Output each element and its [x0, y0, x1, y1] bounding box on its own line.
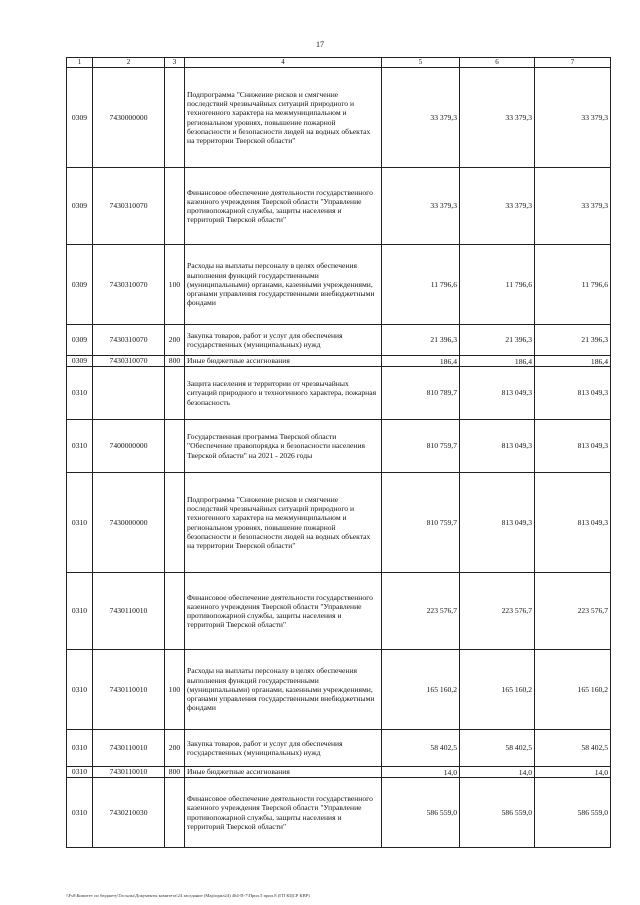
value-2025: 21 396,3 — [460, 325, 535, 356]
value-2026: 21 396,3 — [535, 325, 611, 356]
value-2025: 813 049,3 — [460, 367, 535, 420]
row-description: Финансовое обеспечение деятельности государственного казенного учреждения Тверской области "Управление противопожарной службы, защиты населения и территорий Тверской области" — [185, 573, 382, 650]
value-2024: 165 160,2 — [382, 650, 460, 730]
value-2026: 223 576,7 — [535, 573, 611, 650]
value-2024: 21 396,3 — [382, 325, 460, 356]
table-row — [67, 367, 611, 420]
column-header: 6 — [460, 58, 535, 68]
expense-type-code: 100 — [165, 245, 185, 325]
column-header: 7 — [535, 58, 611, 68]
row-description: Иные бюджетные ассигнования — [185, 767, 382, 778]
row-description: Защита населения и территории от чрезвычайных ситуаций природного и техногенного характера, пожарная безопасность — [185, 367, 382, 420]
value-2025: 813 049,3 — [460, 420, 535, 473]
table-row — [67, 778, 611, 848]
value-2026: 813 049,3 — [535, 473, 611, 573]
value-2024: 33 379,3 — [382, 168, 460, 245]
page-number: 17 — [316, 40, 324, 49]
section-code: 0310 — [67, 778, 93, 848]
expense-type-code — [165, 168, 185, 245]
section-code: 0309 — [67, 356, 93, 367]
section-code: 0309 — [67, 68, 93, 168]
table-row — [67, 356, 611, 367]
column-header: 4 — [185, 58, 382, 68]
value-2024: 586 559,0 — [382, 778, 460, 848]
section-code: 0309 — [67, 245, 93, 325]
value-2024: 186,4 — [382, 356, 460, 367]
header-row — [67, 58, 611, 68]
table-row — [67, 168, 611, 245]
expense-type-code: 200 — [165, 730, 185, 767]
row-description: Государственная программа Тверской области "Обеспечение правопорядка и безопасности населения Тверской области" на 2021 - 2026 годы — [185, 420, 382, 473]
target-code: 7430110010 — [93, 650, 165, 730]
row-description: Подпрограмма "Снижение рисков и смягчение последствий чрезвычайных ситуаций природного и техногенного характера на межмуниципальном и региональном уровнях, повышение пожарной безопасности и безопасности людей на водных объектах на территории Тверской области" — [185, 473, 382, 573]
expense-type-code — [165, 573, 185, 650]
value-2025: 813 049,3 — [460, 473, 535, 573]
value-2026: 813 049,3 — [535, 367, 611, 420]
table-row — [67, 573, 611, 650]
value-2024: 810 759,7 — [382, 420, 460, 473]
table-row — [67, 325, 611, 356]
section-code: 0310 — [67, 767, 93, 778]
value-2024: 11 796,6 — [382, 245, 460, 325]
table-row — [67, 767, 611, 778]
target-code: 7430310070 — [93, 356, 165, 367]
row-description: Расходы на выплаты персоналу в целях обеспечения выполнения функций государственными (муниципальными) органами, казенными учреждениями, органами управления государственными внебюджетными фондами — [185, 650, 382, 730]
value-2026: 14,0 — [535, 767, 611, 778]
target-code: 7430310070 — [93, 168, 165, 245]
expense-type-code: 100 — [165, 650, 185, 730]
target-code: 7400000000 — [93, 420, 165, 473]
row-description: Иные бюджетные ассигнования — [185, 356, 382, 367]
value-2026: 58 402,5 — [535, 730, 611, 767]
section-code: 0310 — [67, 367, 93, 420]
target-code: 7430110010 — [93, 573, 165, 650]
value-2026: 33 379,3 — [535, 68, 611, 168]
target-code: 7430210030 — [93, 778, 165, 848]
value-2024: 58 402,5 — [382, 730, 460, 767]
value-2024: 14,0 — [382, 767, 460, 778]
target-code: 7430000000 — [93, 473, 165, 573]
target-code — [93, 367, 165, 420]
value-2025: 165 160,2 — [460, 650, 535, 730]
value-2026: 165 160,2 — [535, 650, 611, 730]
row-description: Финансовое обеспечение деятельности государственного казенного учреждения Тверской области "Управление противопожарной службы, защиты населения и территорий Тверской области" — [185, 778, 382, 848]
value-2024: 810 789,7 — [382, 367, 460, 420]
column-header: 2 — [93, 58, 165, 68]
section-code: 0310 — [67, 730, 93, 767]
table-row — [67, 245, 611, 325]
target-code: 7430110010 — [93, 730, 165, 767]
row-description: Расходы на выплаты персоналу в целях обеспечения выполнения функций государственными (муниципальными) органами, казенными учреждениями, органами управления государственными внебюджетными фондами — [185, 245, 382, 325]
value-2025: 58 402,5 — [460, 730, 535, 767]
section-code: 0309 — [67, 168, 93, 245]
value-2025: 14,0 — [460, 767, 535, 778]
target-code: 7430310070 — [93, 245, 165, 325]
section-code: 0310 — [67, 473, 93, 573]
column-header: 5 — [382, 58, 460, 68]
column-header: 3 — [165, 58, 185, 68]
target-code: 7430000000 — [93, 68, 165, 168]
column-header: 1 — [67, 58, 93, 68]
section-code: 0310 — [67, 420, 93, 473]
file-path-footer: \\Fs0\Комитет по бюджету\Тосылы\Документы комитета\24 заседание (Мар\прил24) 464-П-7\Прил.5 прил.8 (ГП КЦСР КВР) — [66, 893, 310, 898]
expense-type-code — [165, 473, 185, 573]
value-2026: 813 049,3 — [535, 420, 611, 473]
target-code: 7430310070 — [93, 325, 165, 356]
value-2025: 186,4 — [460, 356, 535, 367]
expense-type-code — [165, 778, 185, 848]
row-description: Подпрограмма "Снижение рисков и смягчение последствий чрезвычайных ситуаций природного и техногенного характера на межмуниципальном и региональном уровнях, повышение пожарной безопасности и безопасности людей на водных объектах на территории Тверской области" — [185, 68, 382, 168]
expense-type-code: 800 — [165, 356, 185, 367]
expense-type-code — [165, 68, 185, 168]
section-code: 0310 — [67, 650, 93, 730]
expense-type-code: 200 — [165, 325, 185, 356]
value-2025: 586 559,0 — [460, 778, 535, 848]
target-code: 7430110010 — [93, 767, 165, 778]
value-2024: 223 576,7 — [382, 573, 460, 650]
section-code: 0309 — [67, 325, 93, 356]
value-2024: 810 759,7 — [382, 473, 460, 573]
value-2024: 33 379,3 — [382, 68, 460, 168]
value-2025: 33 379,3 — [460, 168, 535, 245]
table-row — [67, 730, 611, 767]
value-2025: 223 576,7 — [460, 573, 535, 650]
value-2026: 186,4 — [535, 356, 611, 367]
expense-type-code — [165, 367, 185, 420]
table-row — [67, 650, 611, 730]
row-description: Финансовое обеспечение деятельности государственного казенного учреждения Тверской области "Управление противопожарной службы, защиты населения и территорий Тверской области" — [185, 168, 382, 245]
section-code: 0310 — [67, 573, 93, 650]
table-row — [67, 420, 611, 473]
table-row — [67, 68, 611, 168]
value-2026: 586 559,0 — [535, 778, 611, 848]
expense-type-code: 800 — [165, 767, 185, 778]
row-description: Закупка товаров, работ и услуг для обеспечения государственных (муниципальных) нужд — [185, 730, 382, 767]
value-2025: 33 379,3 — [460, 68, 535, 168]
row-description: Закупка товаров, работ и услуг для обеспечения государственных (муниципальных) нужд — [185, 325, 382, 356]
value-2026: 33 379,3 — [535, 168, 611, 245]
value-2026: 11 796,6 — [535, 245, 611, 325]
budget-table — [66, 57, 611, 848]
table-row — [67, 473, 611, 573]
expense-type-code — [165, 420, 185, 473]
value-2025: 11 796,6 — [460, 245, 535, 325]
